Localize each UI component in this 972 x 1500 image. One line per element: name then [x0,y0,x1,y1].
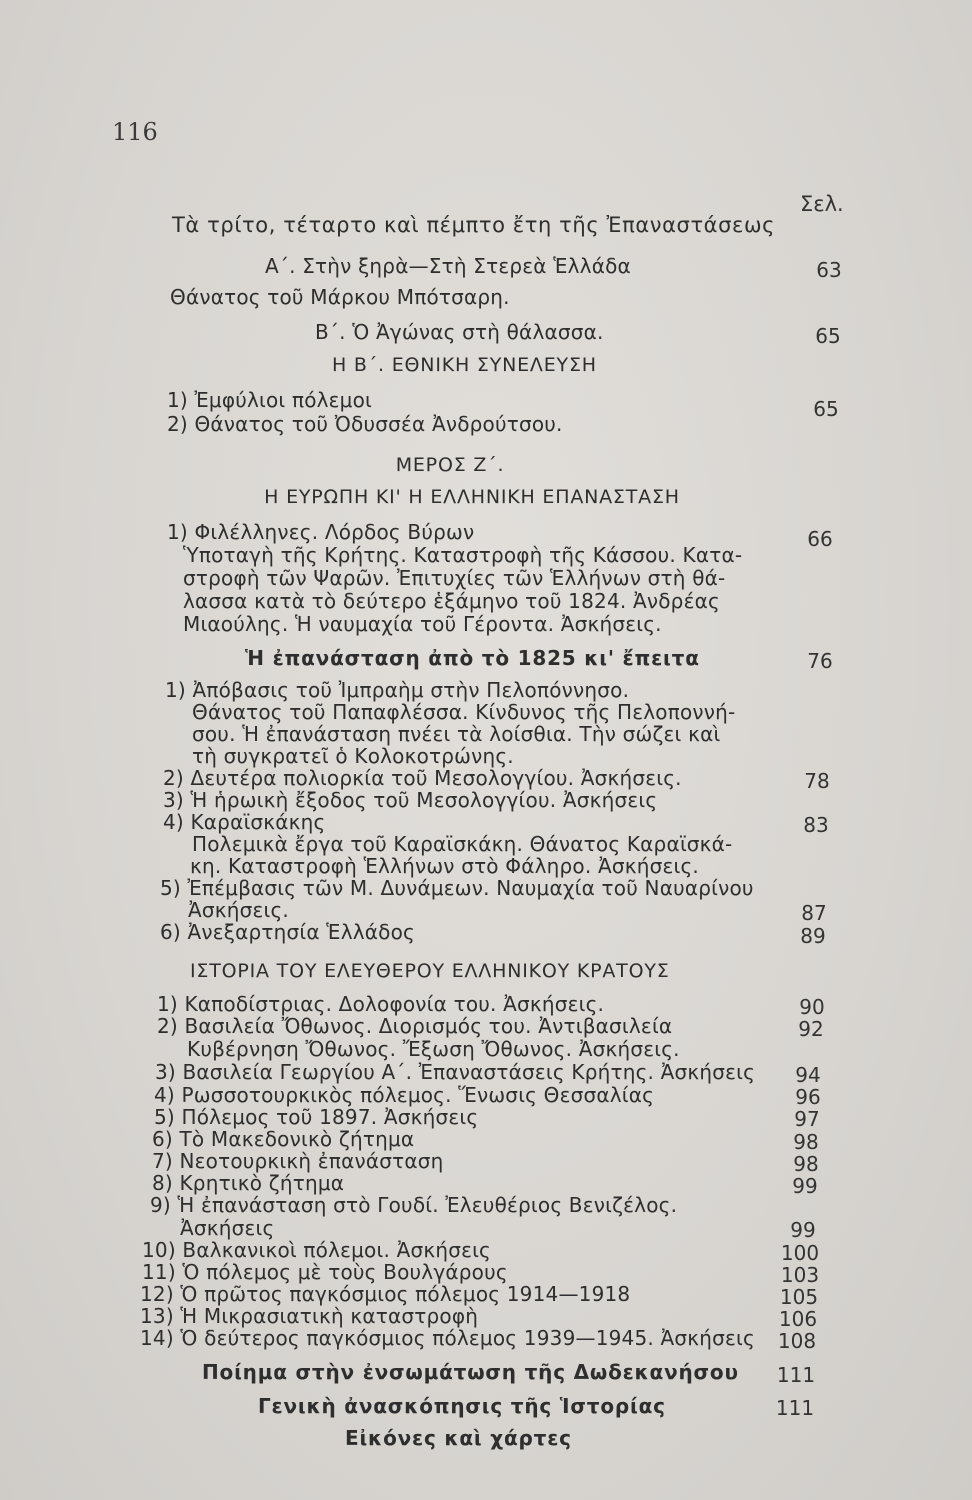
page-ref: 99 [790,1218,816,1242]
page-column-header: Σελ. [800,192,844,216]
page-ref: 83 [803,813,829,837]
toc-entry: 1) Καποδίστριας. Δολοφονία του. Ἀσκήσεις. [157,992,605,1016]
toc-entry: 3) Ἡ ἡρωικὴ ἔξοδος τοῦ Μεσολογγίου. Ἀσκήσεις [163,788,658,812]
page-ref: 78 [804,769,830,793]
page-ref: 66 [807,527,833,551]
page-ref: 63 [816,258,842,282]
toc-entry: 1) Φιλέλληνες. Λόρδος Βύρων [167,520,475,544]
page-ref: 87 [801,901,827,925]
toc-heading: Τὰ τρίτο, τέταρτο καὶ πέμπτο ἔτη τῆς Ἐπαναστάσεως [172,213,776,237]
toc-entry: 5) Ἐπέμβασις τῶν Μ. Δυνάμεων. Ναυμαχία τοῦ Ναυαρίνου [160,876,754,900]
page-ref: 94 [795,1063,821,1087]
page-ref: 97 [794,1107,820,1131]
toc-entry-continued: Θάνατος τοῦ Παπαφλέσσα. Κίνδυνος τῆς Πελοποννή- [192,700,736,724]
toc-entry: 3) Βασιλεία Γεωργίου Α΄. Ἐπαναστάσεις Κρήτης. Ἀσκήσεις [155,1060,756,1084]
page-ref: 92 [798,1017,824,1041]
toc-section-title: Η ΕΥΡΩΠΗ ΚΙ' Η ΕΛΛΗΝΙΚΗ ΕΠΑΝΑΣΤΑΣΗ [264,486,680,508]
toc-entry: 11) Ὁ πόλεμος μὲ τοὺς Βουλγάρους [142,1260,508,1284]
page-ref: 89 [800,924,826,948]
toc-entry: 1) Ἐμφύλιοι πόλεμοι [167,388,373,412]
toc-entry: 1) Ἀπόβασις τοῦ Ἰμπραὴμ στὴν Πελοπόννησο. [165,678,630,702]
toc-subheading: Β΄. Ὁ Ἀγώνας στὴ θάλασσα. [315,320,604,344]
toc-entry: 4) Ρωσσοτουρκικὸς πόλεμος. Ἕνωσις Θεσσαλίας [154,1083,655,1107]
toc-entry-bold: Ποίημα στὴν ἐνσωμάτωση τῆς Δωδεκανήσου [202,1360,739,1384]
page-ref: 98 [793,1152,819,1176]
page-ref: 106 [778,1307,818,1331]
toc-entry: 2) Βασιλεία Ὄθωνος. Διορισμός του. Ἀντιβασιλεία [157,1014,673,1038]
toc-entry: 8) Κρητικὸ ζήτημα [152,1171,345,1195]
toc-entry-continued: σου. Ἡ ἐπανάσταση πνέει τὰ λοίσθια. Τὴν σώζει καὶ [192,722,721,746]
page-ref: 103 [780,1263,820,1287]
toc-entry-continued: Ὑποταγὴ τῆς Κρήτης. Καταστροφὴ τῆς Κάσσου. Κατα- [183,543,743,567]
toc-entry: 14) Ὁ δεύτερος παγκόσμιος πόλεμος 1939—1945. Ἀσκήσεις [140,1326,755,1350]
toc-entry-continued: Ἀσκήσεις. [188,898,289,922]
toc-subheading: Ἡ ἐπανάσταση ἀπὸ τὸ 1825 κι' ἔπειτα [245,646,700,670]
page-ref: 105 [779,1285,819,1309]
page-ref: 96 [795,1085,821,1109]
toc-entry: 6) Ἀνεξαρτησία Ἑλλάδος [160,920,415,944]
toc-entry: 12) Ὁ πρῶτος παγκόσμιος πόλεμος 1914—1918 [140,1282,631,1306]
toc-entry: 13) Ἡ Μικρασιατικὴ καταστροφὴ [140,1304,479,1328]
toc-entry: 10) Βαλκανικοὶ πόλεμοι. Ἀσκήσεις [142,1238,491,1262]
toc-section-title: ΙΣΤΟΡΙΑ ΤΟΥ ΕΛΕΥΘΕΡΟΥ ΕΛΛΗΝΙΚΟΥ ΚΡΑΤΟΥΣ [190,960,670,982]
page-ref: 111 [776,1363,816,1387]
toc-entry-continued: Κυβέρνηση Ὄθωνος. Ἔξωση Ὄθωνος. Ἀσκήσεις. [187,1037,680,1061]
toc-entry-continued: στροφὴ τῶν Ψαρῶν. Ἐπιτυχίες τῶν Ἑλλήνων στὴ θά- [183,566,726,590]
page-ref: 99 [792,1174,818,1198]
toc-entry-bold: Γενικὴ ἀνασκόπησις τῆς Ἱστορίας [258,1394,666,1418]
toc-section-title: Η Β΄. ΕΘΝΙΚΗ ΣΥΝΕΛΕΥΣΗ [332,354,597,376]
toc-entry-bold: Εἰκόνες καὶ χάρτες [345,1426,572,1450]
page-ref: 76 [807,649,833,673]
toc-entry: 9) Ἡ ἐπανάσταση στὸ Γουδί. Ἐλευθέριος Βενιζέλος. [150,1193,678,1217]
page-ref: 65 [815,324,841,348]
page-ref: 108 [777,1329,817,1353]
toc-entry-continued: λασσα κατὰ τὸ δεύτερο ἑξάμηνο τοῦ 1824. Ἀνδρέας [183,589,720,613]
toc-entry: 7) Νεοτουρκικὴ ἐπανάσταση [152,1149,444,1173]
page-ref: 100 [780,1241,820,1265]
toc-entry: 6) Τὸ Μακεδονικὸ ζήτημα [152,1127,415,1151]
toc-entry: Θάνατος τοῦ Μάρκου Μπότσαρη. [170,285,510,309]
toc-entry-continued: Μιαούλης. Ἡ ναυμαχία τοῦ Γέροντα. Ἀσκήσεις. [183,612,662,636]
page-ref: 98 [793,1130,819,1154]
toc-entry: 5) Πόλεμος τοῦ 1897. Ἀσκήσεις [154,1105,479,1129]
toc-entry-continued: Ἀσκήσεις [180,1216,275,1240]
page-ref: 65 [813,397,839,421]
toc-entry-continued: τὴ συγκρατεῖ ὁ Κολοκοτρώνης. [192,744,514,768]
toc-entry-continued: Πολεμικὰ ἔργα τοῦ Καραϊσκάκη. Θάνατος Καραϊσκά- [192,832,733,856]
toc-part-title: ΜΕΡΟΣ Ζ΄. [395,454,505,476]
toc-subheading: Α΄. Στὴν ξηρὰ—Στὴ Στερεὰ Ἑλλάδα [265,254,631,278]
page-ref: 90 [799,995,825,1019]
toc-entry: 2) Θάνατος τοῦ Ὀδυσσέα Ἀνδρούτσου. [167,412,563,436]
toc-entry: 4) Καραϊσκάκης [163,810,326,834]
toc-entry: 2) Δευτέρα πολιορκία τοῦ Μεσολογγίου. Ἀσκήσεις. [163,766,682,790]
page-number: 116 [112,118,158,146]
page-ref: 111 [775,1396,815,1420]
toc-entry-continued: κη. Καταστροφὴ Ἑλλήνων στὸ Φάληρο. Ἀσκήσεις. [190,854,699,878]
